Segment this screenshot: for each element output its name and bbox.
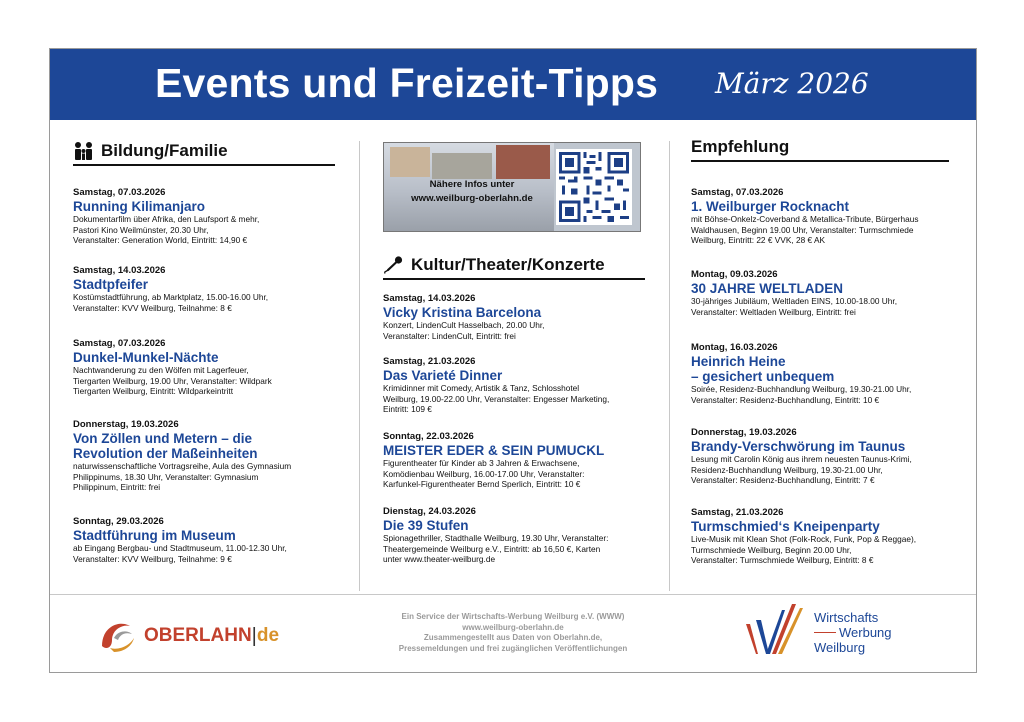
event-title: Stadtführung im Museum (73, 528, 236, 543)
event-item (691, 342, 911, 405)
footer-link[interactable]: www.weilburg-oberlahn.de (462, 622, 564, 632)
month-subtitle: März 2026 (715, 67, 869, 100)
www-logo-line: Werbung (839, 625, 892, 640)
event-detail: Veranstalter: KVV Weilburg, Teilnahme: 8 € (73, 302, 232, 313)
page-title: Events und Freizeit-Tipps (155, 60, 659, 106)
event-title: Heinrich Heine (691, 354, 786, 369)
event-detail: Pastori Kino Weilmünster, 20.30 Uhr, (73, 224, 209, 235)
event-title: Vicky Kristina Barcelona (383, 305, 542, 320)
event-detail: mit Böhse-Onkelz-Coverband & Metallica-Tribute, Bürgerhaus (691, 214, 919, 224)
event-item (73, 187, 259, 246)
event-detail: Veranstalter: Residenz-Buchhandlung, Eintritt: 7 € (691, 475, 875, 485)
event-item (691, 187, 919, 246)
section-heading-kultur (383, 255, 645, 280)
section-heading-empfehlung (691, 137, 949, 162)
event-title: 1. Weilburger Rocknacht (691, 199, 850, 214)
logo-domain: de (256, 625, 280, 646)
footer-line: Pressemeldungen und frei zugänglichen Veröffentlichungen (398, 643, 628, 653)
event-title: Dunkel-Munkel-Nächte (73, 350, 219, 365)
event-title: Running Kilimanjaro (73, 199, 206, 214)
event-date: Samstag, 14.03.2026 (383, 293, 476, 304)
event-detail: Veranstalter: Generation World, Eintritt: 14,90 € (73, 235, 248, 245)
event-date: Donnerstag, 19.03.2026 (73, 419, 179, 430)
event-item (73, 338, 272, 397)
event-item (73, 265, 268, 313)
info-text (392, 178, 552, 206)
event-title: 30 JAHRE WELTLADEN (691, 281, 844, 296)
event-item (73, 419, 291, 493)
event-detail: Live-Musik mit Klean Shot (Folk-Rock, Funk, Pop & Reggae), (691, 534, 917, 544)
event-date: Samstag, 21.03.2026 (691, 507, 784, 518)
event-detail: Eintritt: 109 € (383, 404, 432, 414)
microphone-icon (383, 255, 405, 275)
event-item (383, 431, 604, 490)
event-detail: Veranstalter: LindenCult, Eintritt: frei (383, 330, 516, 341)
event-detail: Kostümstadtführung, ab Marktplatz, 15.00-16.00 Uhr, (73, 292, 269, 302)
event-detail: 30-jähriges Jubiläum, Weltladen EINS, 10.00-18.00 Uhr, (691, 296, 898, 306)
column-empfehlung (691, 137, 953, 587)
header-banner (50, 49, 976, 120)
event-title: – gesichert unbequem (691, 369, 835, 384)
event-detail: Dokumentarfilm über Afrika, den Laufsport & mehr, (73, 214, 260, 224)
event-title: Stadtpfeifer (73, 277, 149, 292)
event-detail: Lesung mit Carolin König aus ihrem neuesten Taunus-Krimi, (691, 454, 912, 464)
event-detail: naturwissenschaftliche Vortragsreihe, Aula des Gymnasium (73, 461, 292, 471)
footer-credits (350, 612, 676, 654)
section-heading-bildung (73, 141, 335, 166)
event-title: Das Varieté Dinner (383, 368, 503, 383)
section-heading-label: Bildung/Familie (101, 141, 228, 160)
footer-divider (50, 594, 976, 595)
info-line: Nähere Infos unter (429, 179, 515, 190)
event-detail: Veranstalter: Turmschmiede Weilburg, Eintritt: 8 € (691, 555, 874, 565)
event-item (383, 356, 609, 415)
event-detail: Veranstalter: KVV Weilburg, Teilnahme: 9 € (73, 553, 232, 564)
info-url: www.weilburg-oberlahn.de (411, 193, 533, 204)
event-detail: Philippinums, 18.30 Uhr, Veranstalter: Gymnasium (73, 471, 259, 482)
event-item (691, 507, 916, 566)
event-date: Samstag, 21.03.2026 (383, 356, 476, 367)
event-date: Samstag, 07.03.2026 (73, 187, 166, 198)
column-kultur-theater (383, 255, 645, 585)
section-heading-label: Kultur/Theater/Konzerte (411, 255, 605, 274)
event-date: Donnerstag, 19.03.2026 (691, 427, 797, 438)
event-title: Die 39 Stufen (383, 518, 469, 533)
info-box (383, 142, 641, 232)
event-detail: Soirée, Residenz-Buchhandlung Weilburg, 19.30-21.00 Uhr, (691, 384, 912, 394)
event-detail: ab Eingang Bergbau- und Stadtmuseum, 11.00-12.30 Uhr, (73, 543, 287, 553)
www-logo-text (814, 610, 892, 655)
oberlahn-logo[interactable] (98, 616, 298, 656)
www-logo-icon (742, 602, 808, 658)
event-detail: Tiergarten Weilburg, 19.00 Uhr, Veranstalter: Wildpark (73, 375, 272, 386)
event-detail: Komödienbau Weilburg, 16.00-17.00 Uhr, Veranstalter: (383, 468, 585, 479)
www-logo-line: Wirtschafts (814, 610, 879, 625)
logo-text: OBERLAHN (144, 625, 252, 646)
event-detail: Waldhausen, Beginn 19.00 Uhr, Veranstalter: Turmschmiede (691, 224, 914, 235)
event-detail: Veranstalter: Weltladen Weilburg, Eintritt: frei (691, 306, 856, 317)
footer-line: Zusammengestellt aus Daten von Oberlahn.de, (423, 633, 603, 642)
event-date: Dienstag, 24.03.2026 (383, 506, 476, 517)
event-title: Revolution der Maßeinheiten (73, 446, 258, 461)
event-item (691, 269, 897, 317)
column-bildung-familie (73, 141, 335, 581)
event-date: Montag, 09.03.2026 (691, 269, 778, 280)
logo-separator: | (251, 624, 257, 647)
event-detail: Nachtwanderung zu den Wölfen mit Lagerfeuer, (73, 365, 249, 375)
event-title: Von Zöllen und Metern – die (73, 431, 253, 446)
section-heading-label: Empfehlung (691, 137, 790, 156)
event-detail: Veranstalter: Residenz-Buchhandlung, Eintritt: 10 € (691, 394, 880, 405)
footer-line: Ein Service der Wirtschafts-Werbung Weilburg e.V. (WWW) (401, 612, 625, 621)
event-title: MEISTER EDER & SEIN PUMUCKL (383, 443, 605, 458)
event-date: Sonntag, 29.03.2026 (73, 516, 164, 527)
event-detail: Weilburg, Eintritt: 22 € VVK, 28 € AK (691, 235, 826, 245)
event-date: Montag, 16.03.2026 (691, 342, 778, 353)
event-detail: Weilburg, 19.00-22.00 Uhr, Veranstalter: Engesser Marketing, (383, 393, 610, 404)
www-logo-line: Weilburg (814, 640, 866, 655)
event-detail: Spionagethriller, Stadthalle Weilburg, 19.30 Uhr, Veranstalter: (383, 533, 609, 543)
event-item (383, 293, 544, 341)
qr-code-icon[interactable] (556, 149, 632, 225)
event-detail: Krimidinner mit Comedy, Artistik & Tanz, Schlosshotel (383, 383, 580, 393)
family-icon (73, 141, 95, 161)
event-item (383, 506, 608, 565)
oberlahn-swirl-icon (98, 618, 138, 654)
event-detail: Figurentheater für Kinder ab 3 Jahren & Erwachsene, (383, 458, 580, 468)
event-title: Turmschmied‘s Kneipenparty (691, 519, 880, 534)
event-detail: Philippinum, Eintritt: frei (73, 482, 161, 492)
event-title: Brandy-Verschwörung im Taunus (691, 439, 906, 454)
event-date: Samstag, 07.03.2026 (73, 338, 166, 349)
event-item (73, 516, 287, 564)
event-detail: unter www.theater-weilburg.de (383, 554, 496, 564)
event-date: Samstag, 14.03.2026 (73, 265, 166, 276)
event-detail: Residenz-Buchhandlung Weilburg, 19.30-21.00 Uhr, (691, 464, 883, 475)
event-item (691, 427, 912, 486)
poster-frame (49, 48, 977, 673)
column-divider (359, 141, 360, 591)
column-divider (669, 141, 670, 591)
event-date: Sonntag, 22.03.2026 (383, 431, 474, 442)
event-detail: Turmschmiede Weilburg, Beginn 20.00 Uhr, (691, 544, 852, 555)
event-detail: Konzert, LindenCult Hasselbach, 20.00 Uhr, (383, 320, 545, 330)
event-detail: Theatergemeinde Weilburg e.V., Eintritt: ab 16,50 €, Karten (383, 543, 601, 554)
event-detail: Tiergarten Weilburg, Eintritt: Wildparkeintritt (73, 386, 233, 396)
wirtschaftswerbung-logo[interactable] (742, 602, 922, 662)
event-date: Samstag, 07.03.2026 (691, 187, 784, 198)
event-detail: Karfunkel-Figurentheater Bernd Sperlich, Eintritt: 10 € (383, 479, 581, 489)
